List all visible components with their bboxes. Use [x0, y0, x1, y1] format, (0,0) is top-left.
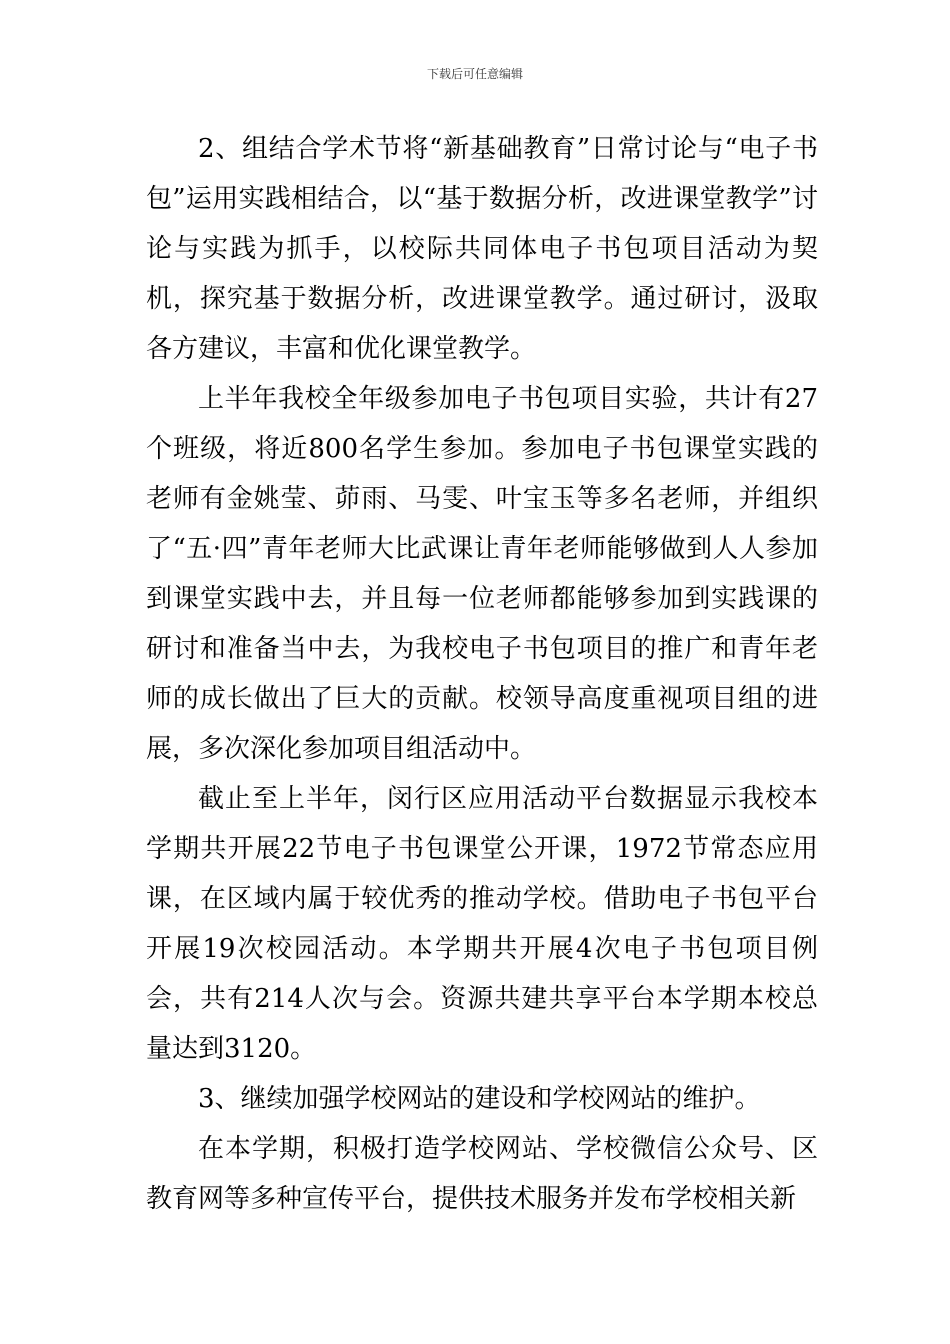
paragraph-publicity-platforms: 在本学期，积极打造学校网站、学校微信公众号、区教育网等多种宣传平台，提供技术服务并发布学校相关新	[146, 1134, 818, 1214]
paragraph-group-activity: 2、组结合学术节将“新基础教育”日常讨论与“电子书包”运用实践相结合，以“基于数据分析，改进课堂教学”讨论与实践为抓手，以校际共同体电子书包项目活动为契机，探究基于数据分析，改进课堂教学。通过研讨，汲取各方建议，丰富和优化课堂教学。	[146, 134, 818, 364]
document-body	[146, 124, 818, 1224]
page-header: 下载后可任意编辑	[426, 67, 523, 81]
paragraph-website-heading: 3、继续加强学校网站的建设和学校网站的维护。	[198, 1084, 761, 1114]
paragraph-platform-statistics: 截止至上半年，闵行区应用活动平台数据显示我校本学期共开展22节电子书包课堂公开课，1972节常态应用课，在区域内属于较优秀的推动学校。借助电子书包平台开展19次校园活动。本学期共开展4次电子书包项目例会，共有214人次与会。资源共建共享平台本学期本校总量达到3120。	[146, 784, 818, 1064]
paragraph-first-half-experiment: 上半年我校全年级参加电子书包项目实验，共计有27个班级，将近800名学生参加。参加电子书包课堂实践的老师有金姚莹、茆雨、马雯、叶宝玉等多名老师，并组织了“五·四”青年老师大比武课让青年老师能够做到人人参加到课堂实践中去，并且每一位老师都能够参加到实践课的研讨和准备当中去，为我校电子书包项目的推广和青年老师的成长做出了巨大的贡献。校领导高度重视项目组的进展，多次深化参加项目组活动中。	[146, 384, 818, 764]
